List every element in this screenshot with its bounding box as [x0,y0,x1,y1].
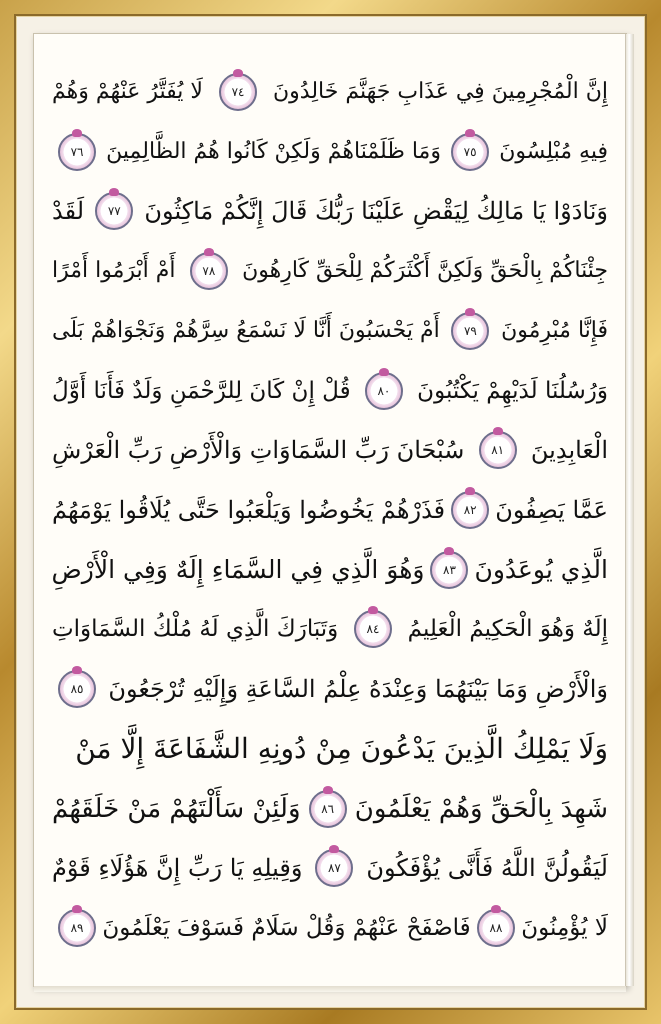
verse-text: الَّذِي يُوعَدُونَ [474,554,608,584]
ayah-number-marker: ٧٧ [95,192,133,230]
verse-text: وَلَئِنْ سَأَلْتَهُمْ مَنْ خَلَقَهُمْ [52,793,301,824]
ayah-number-marker: ٨٧ [315,849,353,887]
ayah-number-marker: ٨٨ [477,909,515,947]
verse-text: قُلْ إِنْ كَانَ لِلرَّحْمَنِ وَلَدٌ فَأَنَا أَوَّلُ [52,377,351,404]
verse-text: شَهِدَ بِالْحَقِّ وَهُمْ يَعْلَمُونَ [354,793,608,824]
verse-text: وَالْأَرْضِ وَمَا بَيْنَهُمَا وَعِنْدَهُ عِلْمُ السَّاعَةِ وَإِلَيْهِ تُرْجَعُونَ [108,675,608,704]
verse-line [52,600,608,660]
verse-text: لَقَدْ [52,197,85,226]
ayah-number-marker: ٨٤ [354,610,392,648]
verse-text: الْعَابِدِينَ [530,436,608,465]
verse-text: وَمَا ظَلَمْنَاهُمْ وَلَكِنْ كَانُوا هُمُ الظَّالِمِينَ [106,138,441,164]
verse-line [52,540,608,600]
verse-text: وَتَبَارَكَ الَّذِي لَهُ مُلْكُ السَّمَاوَاتِ [52,616,339,643]
verse-line [52,480,608,540]
ayah-number-marker: ٧٦ [58,133,96,171]
verse-text: إِلَهٌ وَهُوَ الْحَكِيمُ الْعَلِيمُ [407,616,608,643]
verse-line [52,420,608,480]
verse-line [52,301,608,361]
verse-text: وَنَادَوْا يَا مَالِكُ لِيَقْضِ عَلَيْنَا رَبُّكَ قَالَ إِنَّكُمْ مَاكِثُونَ [144,197,608,226]
verse-text: أَمْ أَبْرَمُوا أَمْرًا [52,258,176,284]
verse-text: فَإِنَّا مُبْرِمُونَ [501,317,608,343]
verse-text: أَمْ يَحْسَبُونَ أَنَّا لَا نَسْمَعُ سِرَّهُمْ وَنَجْوَاهُمْ بَلَى [52,317,440,343]
verse-text: فِيهِ مُبْلِسُونَ [499,138,608,164]
ayah-number-marker: ٧٩ [451,312,489,350]
ayah-number-marker: ٧٤ [219,73,257,111]
verse-line [52,779,608,839]
ayah-number-marker: ٨٥ [58,670,96,708]
verse-line [52,839,608,899]
verse-text: لَا يُؤْمِنُونَ [521,915,608,942]
verse-text: لَا يُفَتَّرُ عَنْهُمْ وَهُمْ [52,78,203,104]
verse-line [52,898,608,958]
page-edge [625,34,634,986]
ayah-number-marker: ٨٣ [430,551,468,589]
verse-text: جِئْنَاكُمْ بِالْحَقِّ وَلَكِنَّ أَكْثَرَكُمْ لِلْحَقِّ كَارِهُونَ [242,258,608,284]
ayah-number-marker: ٨٢ [451,491,489,529]
verse-text: فَاصْفَحْ عَنْهُمْ وَقُلْ سَلَامٌ فَسَوْفَ يَعْلَمُونَ [102,915,471,942]
verse-line [52,719,608,779]
verse-text: وَلَا يَمْلِكُ الَّذِينَ يَدْعُونَ مِنْ دُونِهِ الشَّفَاعَةَ إِلَّا مَنْ [75,731,608,765]
ayah-number-marker: ٨٩ [58,909,96,947]
ayah-number-marker: ٧٨ [190,252,228,290]
verse-line [52,122,608,182]
verse-line [52,659,608,719]
verse-text: عَمَّا يَصِفُونَ [495,496,608,525]
verse-text: إِنَّ الْمُجْرِمِينَ فِي عَذَابِ جَهَنَّمَ خَالِدُونَ [273,78,608,104]
verse-line [52,361,608,421]
verse-text: سُبْحَانَ رَبِّ السَّمَاوَاتِ وَالْأَرْضِ رَبِّ الْعَرْشِ [52,436,465,465]
verse-line [52,62,608,122]
verse-lines [52,62,608,958]
verse-text: وَرُسُلُنَا لَدَيْهِمْ يَكْتُبُونَ [417,377,608,404]
verse-text: لَيَقُولُنَّ اللَّهُ فَأَنَّى يُؤْفَكُونَ [366,854,608,883]
ayah-number-marker: ٨٠ [365,372,403,410]
ayah-number-marker: ٨١ [479,431,517,469]
ayah-number-marker: ٧٥ [451,133,489,171]
verse-text: فَذَرْهُمْ يَخُوضُوا وَيَلْعَبُوا حَتَّى يُلَاقُوا يَوْمَهُمُ [52,496,446,525]
verse-text: وَقِيلِهِ يَا رَبِّ إِنَّ هَؤُلَاءِ قَوْمٌ [52,854,303,883]
ayah-number-marker: ٨٦ [309,790,347,828]
verse-line [52,241,608,301]
mushaf-page [33,33,627,987]
verse-text: وَهُوَ الَّذِي فِي السَّمَاءِ إِلَهٌ وَفِي الْأَرْضِ [52,554,425,584]
verse-line [52,181,608,241]
page-bottom-edge [34,986,626,992]
